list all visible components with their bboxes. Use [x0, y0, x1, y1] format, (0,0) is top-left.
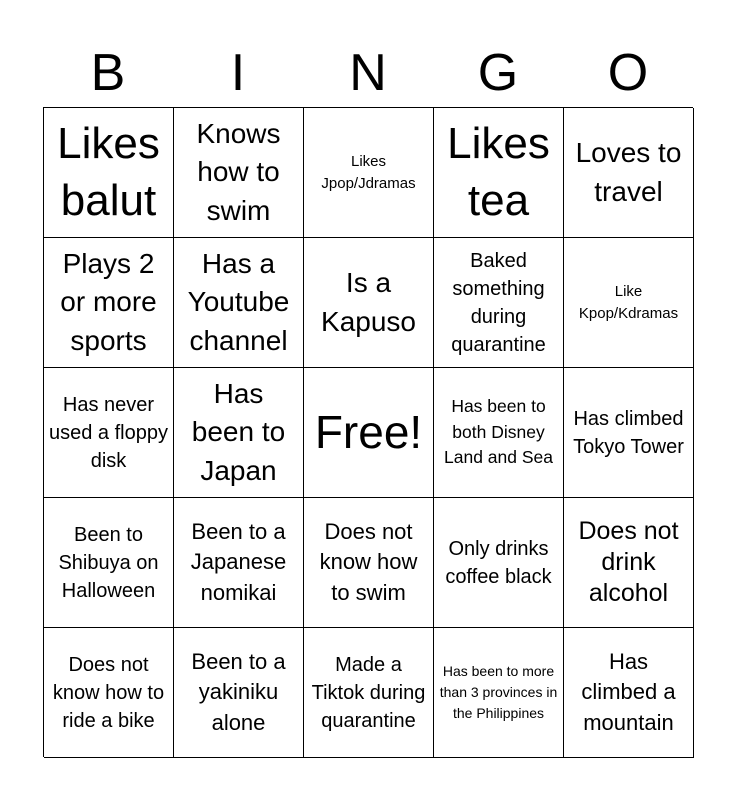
bingo-cell-text: Has been to Japan [191, 377, 286, 486]
bingo-cell-text: Likes tea [447, 119, 550, 225]
free-space-text: Free! [314, 405, 423, 458]
bingo-cell-text: Has climbed a mountain [581, 648, 676, 735]
bingo-cell[interactable] [174, 628, 304, 758]
bingo-cell-text: Been to a yakiniku alone [191, 648, 286, 735]
header-letter-i: I [230, 44, 246, 102]
bingo-cell[interactable] [304, 238, 434, 368]
bingo-cell-text: Baked something during quarantine [451, 249, 546, 356]
bingo-cell[interactable] [434, 238, 564, 368]
bingo-cell[interactable] [174, 368, 304, 498]
bingo-cell-text: Plays 2 or more sports [60, 247, 157, 356]
bingo-cell-text: Been to Shibuya on Halloween [58, 523, 159, 602]
bingo-cell-text: Knows how to swim [196, 117, 281, 226]
bingo-cell[interactable] [434, 108, 564, 238]
bingo-cell[interactable] [44, 368, 174, 498]
bingo-cell[interactable] [434, 498, 564, 628]
bingo-cell[interactable] [44, 628, 174, 758]
bingo-cell[interactable] [564, 628, 694, 758]
bingo-cell-text: Made a Tiktok during quarantine [311, 653, 426, 732]
bingo-cell[interactable] [434, 628, 564, 758]
bingo-cell-text: Like Kpop/Kdramas [578, 282, 679, 322]
header-letter-b: B [90, 44, 126, 102]
bingo-cell-text: Does not know how to ride a bike [52, 653, 165, 732]
bingo-cell-text: Has climbed Tokyo Tower [573, 407, 684, 458]
bingo-cell[interactable] [44, 238, 174, 368]
bingo-cell-text: Has been to both Disney Land and Sea [444, 396, 553, 468]
bingo-cell[interactable] [44, 498, 174, 628]
bingo-cell[interactable] [44, 108, 174, 238]
bingo-cell[interactable] [564, 108, 694, 238]
header-letter-n: N [349, 44, 387, 102]
bingo-cell[interactable] [304, 628, 434, 758]
bingo-cell-text: Has a Youtube channel [187, 247, 290, 356]
bingo-cell[interactable] [304, 498, 434, 628]
bingo-cell-text: Likes Jpop/Jdramas [321, 152, 416, 192]
bingo-cell-text: Does not know how to swim [319, 518, 418, 605]
bingo-cell[interactable] [304, 108, 434, 238]
bingo-cell-text: Does not drink alcohol [578, 516, 679, 608]
header-letter-g: G [477, 44, 519, 102]
bingo-cell-text: Likes balut [57, 119, 160, 225]
header-letter-o: O [607, 44, 649, 102]
bingo-board [43, 107, 693, 757]
bingo-cell[interactable] [564, 368, 694, 498]
bingo-cell[interactable] [174, 238, 304, 368]
bingo-cell-text: Is a Kapuso [321, 266, 416, 337]
bingo-cell[interactable] [174, 498, 304, 628]
bingo-cell-text: Has never used a floppy disk [49, 393, 168, 472]
bingo-cell[interactable] [564, 498, 694, 628]
bingo-cell[interactable] [564, 238, 694, 368]
bingo-cell[interactable] [174, 108, 304, 238]
bingo-cell-text: Has been to more than 3 provinces in the Philippines [439, 663, 558, 721]
free-space-cell[interactable] [304, 368, 434, 498]
bingo-header [43, 40, 693, 106]
bingo-cell-text: Only drinks coffee black [445, 537, 552, 588]
bingo-cell-text: Loves to travel [575, 136, 682, 207]
bingo-cell-text: Been to a Japanese nomikai [190, 518, 287, 605]
bingo-cell[interactable] [434, 368, 564, 498]
